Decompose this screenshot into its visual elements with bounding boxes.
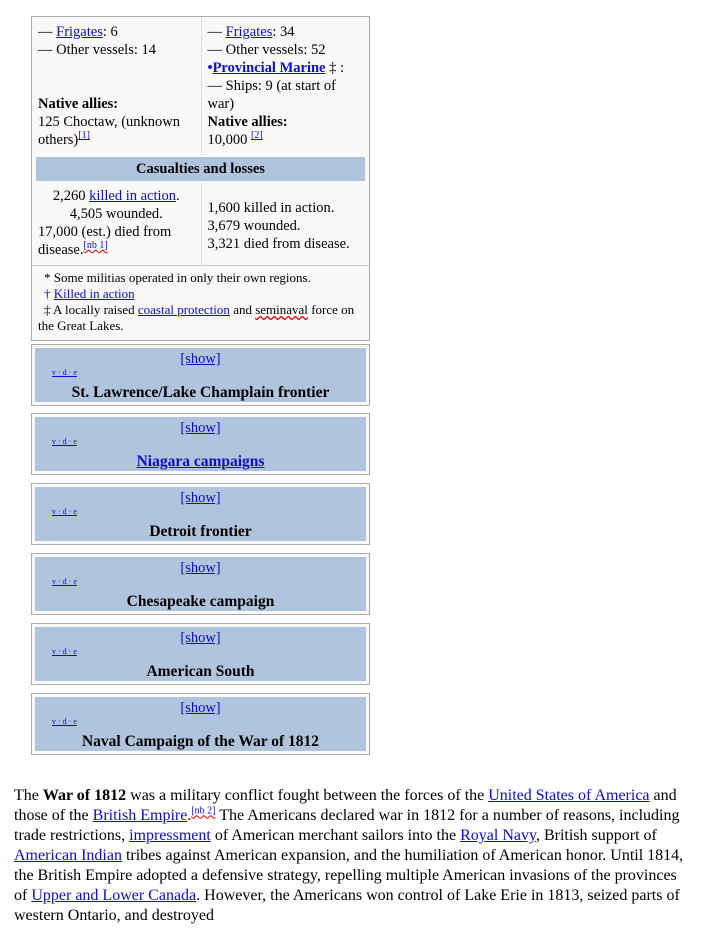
right-wounded: 3,679 wounded. bbox=[207, 218, 301, 234]
note-killed: † Killed in action bbox=[44, 286, 135, 301]
infobox bbox=[31, 16, 370, 341]
navbox-naval bbox=[31, 693, 370, 755]
show-toggle-button[interactable]: [show] bbox=[180, 560, 221, 576]
left-frigates: — Frigates: 6 bbox=[38, 24, 118, 40]
show-toggle-button[interactable]: [show] bbox=[180, 351, 221, 367]
navbox-show-wrapper bbox=[35, 490, 366, 507]
frigates-link-right[interactable]: Frigates bbox=[225, 24, 273, 40]
note-militias: * Some militias operated in only their own regions. bbox=[44, 270, 311, 285]
navbox-title: Chesapeake campaign bbox=[126, 593, 275, 610]
note-provincial: ‡ A locally raised coastal protection and seminaval force on the Great Lakes. bbox=[38, 302, 355, 333]
strength-left bbox=[32, 17, 201, 155]
ships-count: — Ships: 9 (at start of war) bbox=[207, 78, 336, 112]
ref-1-link[interactable]: [1] bbox=[78, 130, 90, 142]
right-other-vessels: — Other vessels: 52 bbox=[207, 42, 326, 58]
navbox-title-wrapper bbox=[35, 453, 366, 471]
navbox-show-wrapper bbox=[35, 351, 366, 368]
british-empire-link[interactable]: British Empire bbox=[92, 807, 188, 824]
killed-in-action-link[interactable]: killed in action bbox=[89, 188, 177, 204]
nb-2-ref-link[interactable]: [nb 2] bbox=[191, 805, 216, 817]
upper-lower-canada-link[interactable]: Upper and Lower Canada bbox=[31, 887, 197, 904]
infobox-notes bbox=[32, 265, 369, 340]
left-died: 17,000 (est.) died from disease.[nb 1] bbox=[38, 224, 172, 258]
navbox-chesapeake bbox=[31, 553, 370, 615]
casualties-left bbox=[32, 183, 201, 265]
show-toggle-button[interactable]: [show] bbox=[180, 630, 221, 646]
strength-row bbox=[32, 17, 369, 155]
navbox-st-lawrence bbox=[31, 344, 370, 406]
left-allies-value: 125 Choctaw, (unknown others)[1] bbox=[38, 114, 181, 148]
strength-right bbox=[201, 17, 370, 155]
article-subject: War of 1812 bbox=[42, 787, 127, 804]
vde-links[interactable]: v · d · e bbox=[52, 577, 77, 586]
right-killed: 1,600 killed in action. bbox=[207, 200, 335, 216]
navbox-show-wrapper bbox=[35, 560, 366, 577]
ref-2-link[interactable]: [2] bbox=[251, 130, 263, 142]
royal-navy-link[interactable]: Royal Navy bbox=[460, 827, 536, 844]
note-killed-link[interactable]: Killed in action bbox=[53, 286, 135, 301]
navbox-detroit bbox=[31, 483, 370, 545]
united-states-link[interactable]: United States of America bbox=[488, 787, 650, 804]
vde-links[interactable]: v · d · e bbox=[52, 717, 77, 726]
navbox-niagara bbox=[31, 413, 370, 475]
navbox-show-wrapper bbox=[35, 700, 366, 717]
navbox-show-wrapper bbox=[35, 420, 366, 437]
nb-1-ref-link[interactable]: [nb 1] bbox=[83, 240, 108, 252]
seminaval-word[interactable]: seminaval bbox=[255, 302, 308, 317]
navbox-american-south bbox=[31, 623, 370, 685]
article-intro-paragraph: The War of 1812 was a military conflict fought between the forces of the United States of America and those of the British Empire.[nb 2] The Americans declared war in 1812 for a number of reasons, including trade restrictions, impressment of American merchant sailors into the Royal Navy, British support of American Indian tribes against American expansion, and the humiliation of American honor. Until 1814, the British Empire adopted a defensive strategy, repelling multiple American invasions of the provinces of Upper and Lower Canada. However, the Americans won control of Lake Erie in 1813, seized parts of western Ontario, and destroyed bbox=[14, 787, 684, 924]
left-killed: 2,260 killed in action. bbox=[52, 188, 180, 204]
left-allies-label: Native allies: bbox=[38, 96, 119, 112]
vde-links[interactable]: v · d · e bbox=[52, 647, 77, 656]
show-toggle-button[interactable]: [show] bbox=[180, 420, 221, 436]
right-allies-value: 10,000 [2] bbox=[207, 130, 263, 148]
provincial-marine-link[interactable]: Provincial Marine bbox=[212, 60, 326, 76]
casualties-right bbox=[201, 183, 370, 265]
vde-links[interactable]: v · d · e bbox=[52, 507, 77, 516]
american-indian-link[interactable]: American Indian bbox=[14, 847, 122, 864]
right-frigates: — Frigates: 34 bbox=[207, 24, 295, 40]
right-allies-label: Native allies: bbox=[207, 114, 288, 130]
provincial-marine: •Provincial Marine ‡ : bbox=[207, 60, 345, 76]
niagara-campaigns-link[interactable]: Niagara campaigns bbox=[136, 453, 265, 470]
left-wounded: 4,505 wounded. bbox=[69, 206, 163, 222]
right-died: 3,321 died from disease. bbox=[207, 236, 350, 252]
casualties-row bbox=[32, 183, 369, 265]
navbox-title: St. Lawrence/Lake Champlain frontier bbox=[71, 384, 330, 401]
navbox-title: Detroit frontier bbox=[149, 523, 252, 540]
coastal-protection-link[interactable]: coastal protection bbox=[137, 302, 230, 317]
navbox-show-wrapper bbox=[35, 630, 366, 647]
show-toggle-button[interactable]: [show] bbox=[180, 490, 221, 506]
navbox-title: Naval Campaign of the War of 1812 bbox=[81, 733, 320, 750]
frigates-link-left[interactable]: Frigates bbox=[56, 24, 103, 40]
vde-links[interactable]: v · d · e bbox=[52, 437, 77, 446]
show-toggle-button[interactable]: [show] bbox=[180, 700, 221, 716]
navbox-title: American South bbox=[146, 663, 255, 680]
left-other-vessels: — Other vessels: 14 bbox=[38, 42, 156, 58]
casualties-header: Casualties and losses bbox=[36, 157, 365, 181]
impressment-link[interactable]: impressment bbox=[129, 827, 211, 844]
vde-links[interactable]: v · d · e bbox=[52, 368, 77, 377]
